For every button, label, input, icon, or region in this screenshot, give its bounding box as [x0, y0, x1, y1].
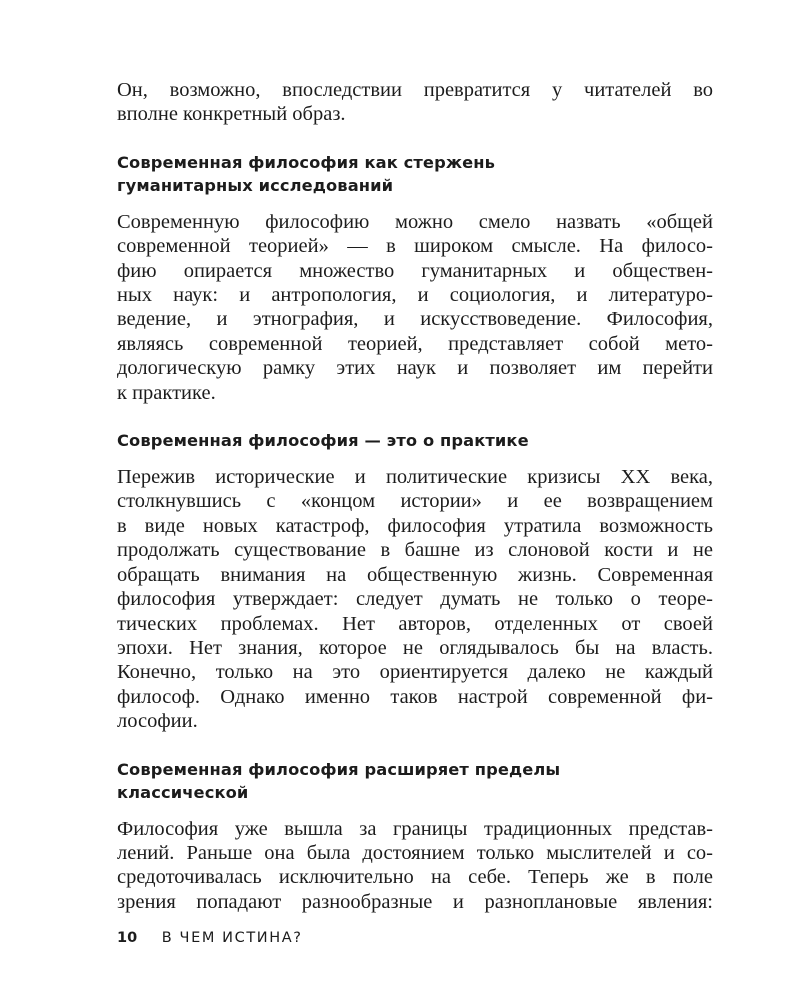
intro-paragraph — [117, 78, 713, 127]
page-body — [117, 78, 713, 914]
text-line: к практике. — [117, 381, 216, 404]
text-line: эпохи. Нет знания, которое не оглядывалось бы на власть. — [117, 636, 713, 659]
text-line: столкнувшись с «концом истории» и ее возвращением — [117, 490, 713, 513]
section-heading — [117, 429, 713, 452]
text-line: фию опирается множество гуманитарных и обществен- — [117, 259, 713, 282]
text-line: вполне конкретный образ. — [117, 103, 346, 126]
section-paragraph — [117, 465, 713, 733]
text-line: ведение, и этнография, и искусствоведение. Философия, — [117, 308, 713, 331]
text-line: Философия уже вышла за границы традиционных представ- — [117, 817, 713, 840]
page-footer — [117, 930, 303, 946]
section-heading — [117, 758, 713, 804]
text-line: Он, возможно, впоследствии превратится у читателей во — [117, 79, 713, 101]
page-number: 10 — [117, 930, 138, 946]
text-line: являясь современной теорией, представляет собой мето- — [117, 332, 713, 355]
heading-line: Современная философия как стержень — [117, 152, 496, 172]
text-line: философ. Однако именно таков настрой современной фи- — [117, 685, 713, 708]
heading-line: классической — [117, 782, 249, 802]
text-line: Конечно, только на это ориентируется далеко не каждый — [117, 661, 713, 684]
text-line: обращать внимания на общественную жизнь. Современная — [117, 563, 713, 586]
text-line: ных наук: и антропология, и социология, и литературо- — [117, 284, 713, 307]
heading-line: гуманитарных исследований — [117, 175, 394, 195]
text-line: дологическую рамку этих наук и позволяет им перейти — [117, 357, 713, 380]
heading-line: Современная философия расширяет пределы — [117, 759, 561, 779]
section-heading — [117, 151, 713, 197]
text-line: средоточивалась исключительно на себе. Теперь же в поле — [117, 866, 713, 889]
section-paragraph — [117, 210, 713, 405]
text-line: тических проблемах. Нет авторов, отделенных от своей — [117, 612, 713, 635]
heading-line: Современная философия — это о практике — [117, 431, 529, 451]
text-line: лософии. — [117, 710, 198, 733]
text-line: современной теорией» — в широком смысле. На филосо- — [117, 235, 713, 258]
text-line: Пережив исторические и политические кризисы XX века, — [117, 466, 713, 489]
section-paragraph — [117, 817, 713, 915]
text-line: в виде новых катастроф, философия утратила возможность — [117, 514, 713, 537]
running-title: В ЧЕМ ИСТИНА? — [161, 930, 303, 946]
text-line: философия утверждает: следует думать не только о теоре- — [117, 588, 713, 611]
text-line: зрения попадают разнообразные и разноплановые явления: — [117, 890, 713, 913]
text-line: лений. Раньше она была достоянием только мыслителей и со- — [117, 841, 713, 864]
text-line: Современную философию можно смело назвать «общей — [117, 210, 713, 233]
text-line: продолжать существование в башне из слоновой кости и не — [117, 539, 713, 562]
